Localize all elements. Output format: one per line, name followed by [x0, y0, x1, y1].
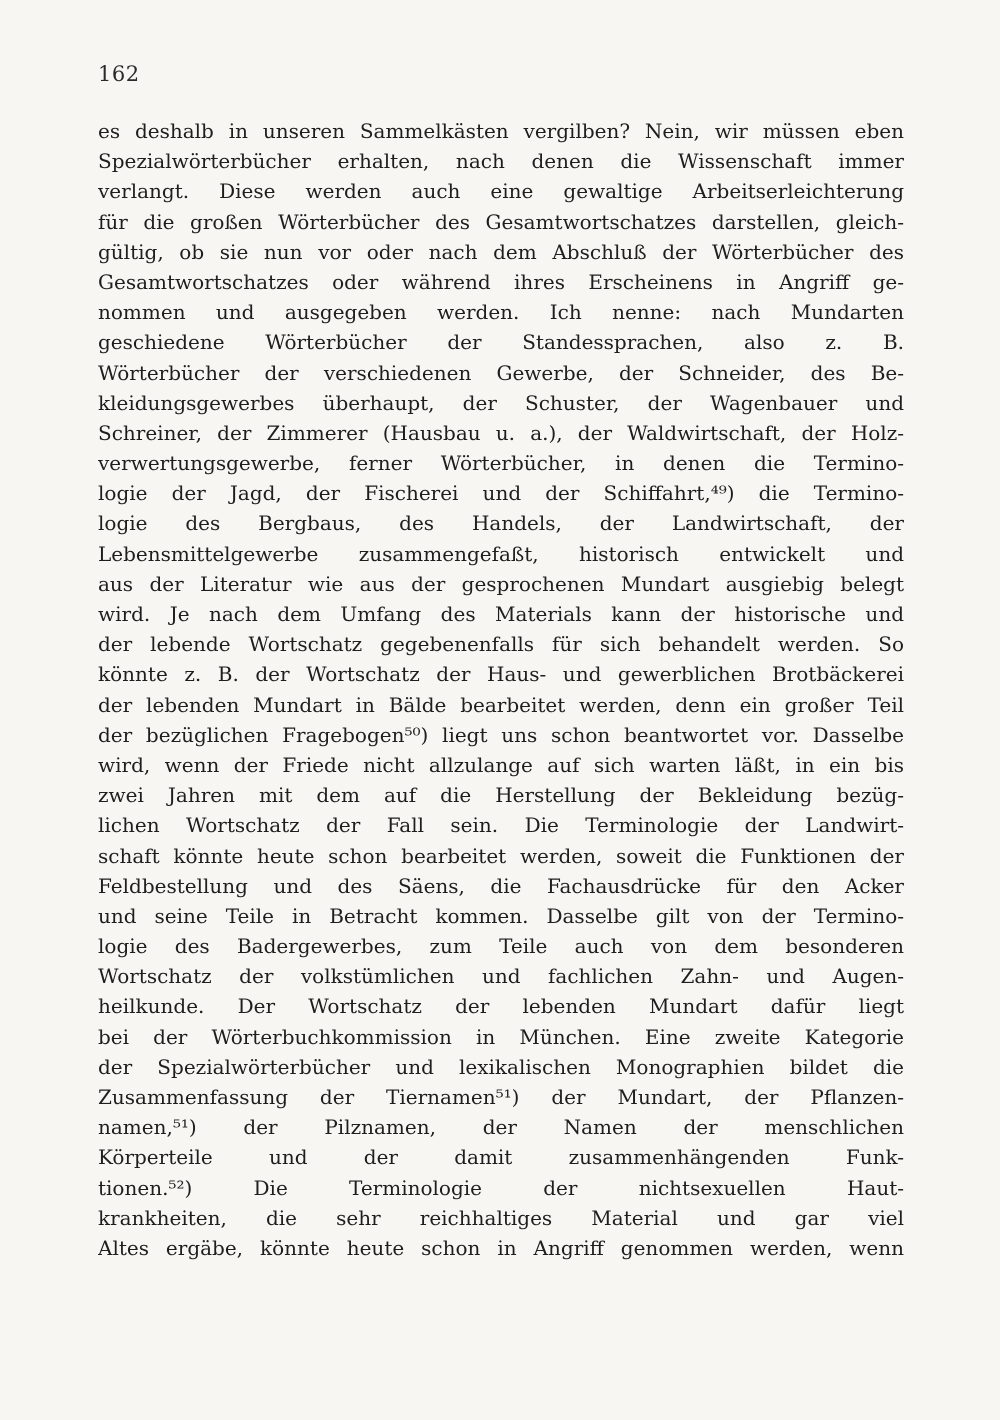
text-line: nommen und ausgegeben werden. Ich nenne: nach Mundarten [98, 300, 904, 325]
text-line: zwei Jahren mit dem auf die Herstellung der Bekleidung bezüg- [98, 783, 904, 808]
text-line: Körperteile und der damit zusammenhängenden Funk- [98, 1145, 904, 1170]
body-text [98, 116, 904, 1263]
text-line: verlangt. Diese werden auch eine gewaltige Arbeitserleichterung [98, 179, 904, 204]
text-line: es deshalb in unseren Sammelkästen vergilben? Nein, wir müssen eben [98, 119, 904, 143]
text-line: Wörterbücher der verschiedenen Gewerbe, der Schneider, des Be- [98, 360, 904, 385]
text-line: Wortschatz der volkstümlichen und fachlichen Zahn- und Augen- [98, 964, 904, 989]
text-line: geschiedene Wörterbücher der Standessprachen, also z. B. [98, 330, 904, 355]
text-line: der lebenden Mundart in Bälde bearbeitet werden, denn ein großer Teil [98, 692, 904, 717]
text-line: Feldbestellung und des Säens, die Fachausdrücke für den Acker [98, 873, 904, 898]
text-line: der lebende Wortschatz gegebenenfalls für sich behandelt werden. So [98, 632, 904, 657]
text-line: krankheiten, die sehr reichhaltiges Material und gar viel [98, 1205, 904, 1230]
text-line: Zusammenfassung der Tiernamen⁵¹) der Mundart, der Pflanzen- [98, 1085, 904, 1109]
text-line: lichen Wortschatz der Fall sein. Die Terminologie der Landwirt- [98, 813, 904, 838]
text-line: tionen.⁵²) Die Terminologie der nichtsexuellen Haut- [98, 1175, 904, 1200]
text-line: der bezüglichen Fragebogen⁵⁰) liegt uns schon beantwortet vor. Dasselbe [98, 722, 904, 747]
text-line: und seine Teile in Betracht kommen. Dasselbe gilt von der Termino- [98, 903, 904, 928]
text-line: Altes ergäbe, könnte heute schon in Angriff genommen werden, wenn [98, 1235, 904, 1260]
text-line: logie der Jagd, der Fischerei und der Schiffahrt,⁴⁹) die Termino- [98, 481, 904, 506]
text-line: bei der Wörterbuchkommission in München. Eine zweite Kategorie [98, 1024, 904, 1049]
text-line: wird. Je nach dem Umfang des Materials kann der historische und [98, 602, 904, 626]
page-number: 162 [98, 62, 140, 86]
text-line: logie des Bergbaus, des Handels, der Landwirtschaft, der [98, 511, 904, 536]
text-line: schaft könnte heute schon bearbeitet werden, soweit die Funktionen der [98, 843, 904, 868]
text-line: aus der Literatur wie aus der gesprochenen Mundart ausgiebig belegt [98, 571, 904, 596]
text-line: Gesamtwortschatzes oder während ihres Erscheinens in Angriff ge- [98, 269, 904, 294]
text-line: heilkunde. Der Wortschatz der lebenden Mundart dafür liegt [98, 994, 904, 1019]
text-line: kleidungsgewerbes überhaupt, der Schuster, der Wagenbauer und [98, 390, 904, 415]
text-line: für die großen Wörterbücher des Gesamtwortschatzes darstellen, gleich- [98, 209, 904, 234]
text-line: namen,⁵¹) der Pilznamen, der Namen der menschlichen [98, 1115, 904, 1140]
text-line: verwertungsgewerbe, ferner Wörterbücher, in denen die Termino- [98, 451, 904, 476]
text-line: wird, wenn der Friede nicht allzulange auf sich warten läßt, in ein bis [98, 752, 904, 777]
text-line: der Spezialwörterbücher und lexikalischen Monographien bildet die [98, 1054, 904, 1079]
text-line: Lebensmittelgewerbe zusammengefaßt, historisch entwickelt und [98, 541, 904, 566]
text-line: gültig, ob sie nun vor oder nach dem Abschluß der Wörterbücher des [98, 239, 904, 264]
text-line: Schreiner, der Zimmerer (Hausbau u. a.), der Waldwirtschaft, der Holz- [98, 420, 904, 445]
text-line: könnte z. B. der Wortschatz der Haus- und gewerblichen Brotbäckerei [98, 662, 904, 687]
text-line: Spezialwörterbücher erhalten, nach denen die Wissenschaft immer [98, 149, 904, 174]
text-line: logie des Badergewerbes, zum Teile auch von dem besonderen [98, 934, 904, 959]
